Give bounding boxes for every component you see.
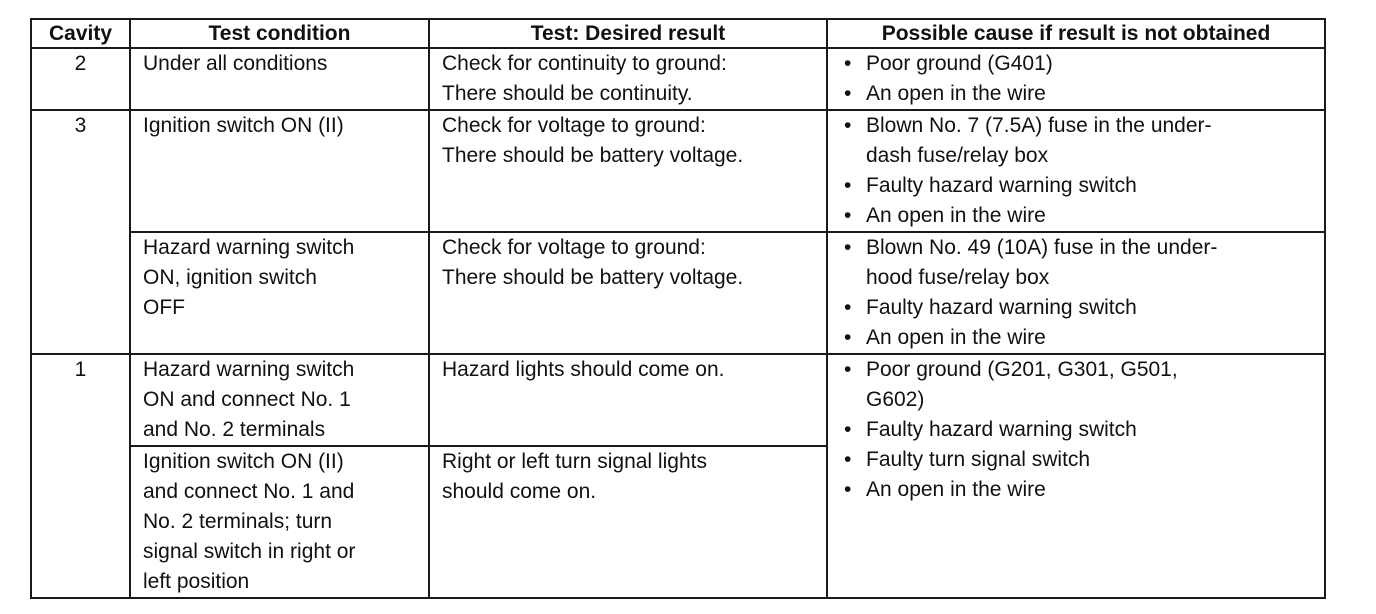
result-text: Check for continuity to ground: [442,52,727,75]
condition-cell [130,48,429,110]
condition-text: Under all conditions [143,52,328,75]
cause-text: An open in the wire [866,478,1046,501]
result-cell [429,446,827,598]
cause-item [840,323,1312,353]
cause-text: An open in the wire [866,204,1046,227]
condition-text: and No. 2 terminals [143,418,326,441]
table-row [31,48,1325,110]
cavity-cell: 3 [31,110,130,354]
cause-item [840,233,1312,293]
result-text: Hazard lights should come on. [442,358,725,381]
table-row [31,232,1325,354]
cause-cell [827,48,1325,110]
result-text: There should be continuity. [442,82,693,105]
table-header [31,19,1325,48]
condition-text: Hazard warning switch [143,358,355,381]
bullet-icon: • [844,326,852,349]
bullet-icon: • [844,478,852,501]
bullet-icon: • [844,82,852,105]
result-text: Check for voltage to ground: [442,236,706,259]
cause-item [840,355,1312,415]
bullet-icon: • [844,236,852,259]
cause-list [840,111,1312,231]
condition-cell [130,354,429,446]
condition-text: Hazard warning switch [143,236,355,259]
cause-list [840,233,1312,353]
cause-text: Blown No. 49 (10A) fuse in the under- [866,236,1218,259]
result-text: Right or left turn signal lights [442,450,707,473]
cause-item [840,293,1312,323]
cause-text: Blown No. 7 (7.5A) fuse in the under- [866,114,1212,137]
cause-item [840,49,1312,79]
cause-text: Faulty hazard warning switch [866,296,1137,319]
bullet-icon: • [844,296,852,319]
result-cell [429,354,827,446]
condition-text: ON and connect No. 1 [143,388,351,411]
bullet-icon: • [844,448,852,471]
cause-list [840,49,1312,109]
cause-text: Faulty hazard warning switch [866,174,1137,197]
cavity-cell: 1 [31,354,130,598]
condition-text: and connect No. 1 and [143,480,355,503]
table-row [31,110,1325,232]
condition-text: ON, ignition switch [143,266,317,289]
result-text: There should be battery voltage. [442,144,744,167]
condition-text: Ignition switch ON (II) [143,114,344,137]
cause-text: hood fuse/relay box [866,266,1050,289]
diagnostic-table [30,18,1326,599]
condition-text: signal switch in right or [143,540,356,563]
cause-item [840,111,1312,171]
cause-text: Faulty turn signal switch [866,448,1091,471]
condition-cell [130,232,429,354]
cause-item [840,201,1312,231]
table-body [31,48,1325,598]
condition-text: OFF [143,296,185,319]
cause-item [840,475,1312,505]
result-cell [429,232,827,354]
condition-text: No. 2 terminals; turn [143,510,333,533]
cause-list [840,355,1312,505]
cause-cell [827,232,1325,354]
cause-text: An open in the wire [866,82,1046,105]
header-test-condition: Test condition [130,19,429,48]
condition-text: Ignition switch ON (II) [143,450,344,473]
cause-text: Poor ground (G401) [866,52,1053,75]
cause-item [840,79,1312,109]
cause-text: dash fuse/relay box [866,144,1049,167]
cause-item [840,171,1312,201]
cause-item [840,415,1312,445]
header-cavity: Cavity [31,19,130,48]
cause-text: Faulty hazard warning switch [866,418,1137,441]
header-row [31,19,1325,48]
header-possible-cause: Possible cause if result is not obtained [827,19,1325,48]
cause-text: Poor ground (G201, G301, G501, [866,358,1178,381]
result-text: should come on. [442,480,597,503]
result-text: There should be battery voltage. [442,266,744,289]
table-row [31,354,1325,446]
cause-cell [827,354,1325,598]
bullet-icon: • [844,52,852,75]
cause-text: An open in the wire [866,326,1046,349]
result-text: Check for voltage to ground: [442,114,706,137]
bullet-icon: • [844,204,852,227]
cause-item [840,445,1312,475]
condition-cell [130,446,429,598]
result-cell [429,48,827,110]
bullet-icon: • [844,174,852,197]
header-desired-result: Test: Desired result [429,19,827,48]
cause-cell [827,110,1325,232]
cavity-cell: 2 [31,48,130,110]
condition-cell [130,110,429,232]
condition-text: left position [143,570,250,593]
bullet-icon: • [844,358,852,381]
result-cell [429,110,827,232]
cause-text: G602) [866,388,925,411]
bullet-icon: • [844,114,852,137]
bullet-icon: • [844,418,852,441]
